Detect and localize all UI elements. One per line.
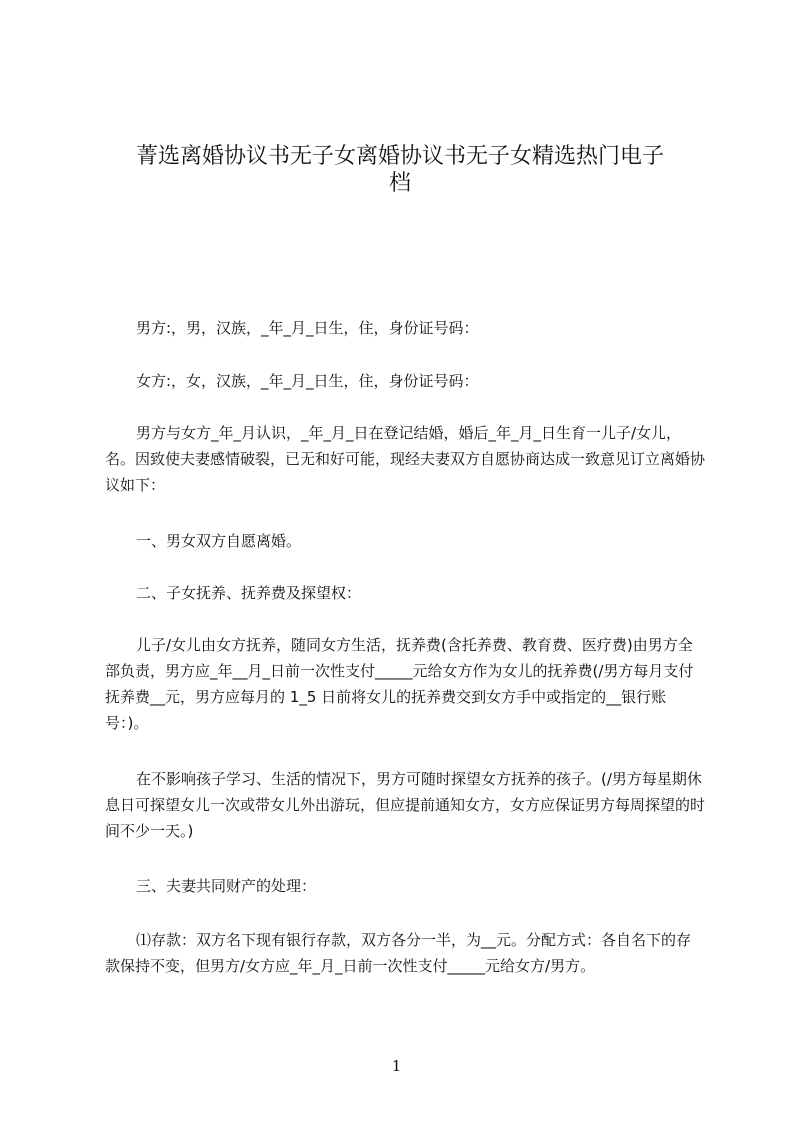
paragraph-background: 男方与女方_年_月认识，_年_月_日在登记结婚，婚后_年_月_日生育一儿子/女儿，名。因致使夫妻感情破裂，已无和好可能，现经夫妻双方自愿协商达成一致意见订立离婚协议如下：: [105, 424, 706, 494]
title-line-1: 菁选离婚协议书无子女离婚协议书无子女精选热门电子: [135, 144, 664, 169]
document-title: [100, 143, 700, 197]
clause-1-heading: 一、男女双方自愿离婚。: [136, 532, 302, 550]
title-line-2: 档: [388, 171, 411, 196]
paragraph-savings: ⑴存款：双方名下现有银行存款，双方各分一半，为__元。分配方式：各自名下的存款保持不变，但男方/女方应_年_月_日前一次性支付_____元给女方/男方。: [105, 931, 692, 975]
page-number: 1: [391, 1057, 402, 1075]
paragraph-child-support: 儿子/女儿由女方抚养，随同女方生活，抚养费(含托养费、教育费、医疗费)由男方全部负责，男方应_年__月_日前一次性支付_____元给女方作为女儿的抚养费(/男方每月支付抚养费__元，男方应每月的 1_5 日前将女儿的抚养费交到女方手中或指定的__银行账号：)。: [105, 636, 694, 732]
paragraph-visitation: 在不影响孩子学习、生活的情况下，男方可随时探望女方抚养的孩子。(/男方每星期休息日可探望女儿一次或带女儿外出游玩，但应提前通知女方，女方应保证男方每周探望的时间不少一天。): [105, 770, 706, 840]
clause-2-heading: 二、子女抚养、抚养费及探望权：: [136, 584, 362, 602]
paragraph-husband-info: 男方:，男，汉族，_年_月_日生，住，身份证号码：: [136, 319, 479, 337]
clause-3-heading: 三、夫妻共同财产的处理：: [136, 877, 317, 895]
paragraph-wife-info: 女方:，女，汉族，_年_月_日生，住，身份证号码：: [136, 372, 479, 390]
